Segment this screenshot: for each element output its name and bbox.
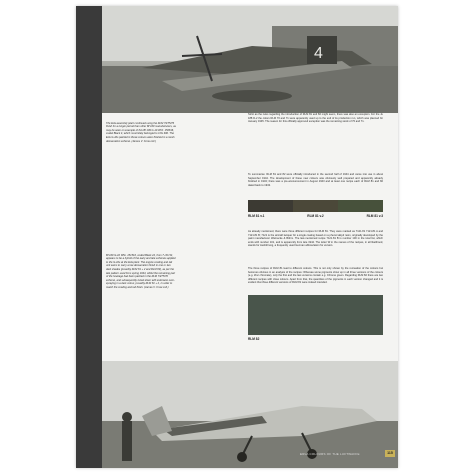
swatch-rlm81-v1 (248, 200, 293, 212)
bf109-on-airfield-image (102, 6, 398, 113)
rlm81-swatch-labels (248, 214, 383, 218)
swatch-rlm82 (248, 295, 383, 335)
bottom-photo-caption: Bf 109 G-10 WNr. 151516, coded Black 22, from 7./JG 52, appears to be a hybrid of the early and late schemes applied to the G-10s at the Erla plant. The engine cowling and tail unit seem to carry a low demarcation finish in one or two dark shades (possibly RLM 81 + 2 and RLM 83), as per the late pattern used from spring 1944, whilst the remaining part of the fuselage had been painted in the RLM 74/75/76 scheme, and subsequently toned down with extensive over-spraying in a dark colour, possibly RLM 81 + 2, in order to match the cowling and tail finish. (James V. Crow coll.) (106, 253, 176, 289)
page-number: 115 (385, 450, 395, 457)
svg-text:4: 4 (314, 45, 323, 62)
body-paragraph-4: The three recipes of RLM 81 lead to different colours. This is not only shown by the recreation of the colours but becomes obvious in an analysis of the recipes: Whereas some pigments show up in all three versions of the colours (e.g. Zinc chromate), only the first and the last versions contain e.g. Chrome green. Regarding RLM 82 there are two different recipes with close colours. Apart from that, the quantities of the pigments in each version changed and it is evident that three different versions of RLM 81 were indeed intended. (248, 267, 383, 285)
left-margin-band (76, 6, 102, 468)
rlm81-swatch-row (248, 200, 383, 212)
swatch-label-v1: RLM 81 v.1 (248, 214, 265, 218)
top-aircraft-photo (102, 6, 398, 113)
swatch-label-rlm82: RLM 82 (248, 337, 260, 341)
body-paragraph-2: To summarise: RLM 81 and 82 were officially introduced in the second half of 1944 and came into use in about September 1944. The development of these new colours was obviously well prepared and apparently already finished in 1943; there was a pre-announcement in August 1943 and at least one recipe each of RLM 81 and 82 dated back to 1943. (248, 173, 383, 187)
swatch-rlm81-v2 (293, 200, 338, 212)
swatch-rlm81-v3 (338, 200, 383, 212)
body-paragraph-3: As already mentioned, there were three different recipes for RLM 81. They were marked as 7121.81 7121.81 A and 7121.81 B; 7121 is the aircraft lacquer for a single coating based on a phenol alkyd resin, originally developed by the paint manufacturer Warnecke & Böhm. The last-mentioned recipe 7121.81 B is number 100 in the total list, which ends with number 101, and is apparently from late 1944. The letter W in the names of the recipes, in all likelihood, stands for Ausführung, a frequently used German abbreviation for version. (248, 230, 383, 248)
swatch-label-v2: RLM 81 v.2 (307, 214, 324, 218)
swatch-label-v3: RLM 81 v.3 (366, 214, 383, 218)
running-footer-title: ERLA COLOURS OF THE LUFTWAFFE (300, 452, 360, 456)
top-photo-caption: The Erla assembly plant continued using the RLM 74/75/76 finish for a longer period than other Bf 109 manufacturers, as may be seen on example of this Bf 109 G-10 WNr. 150816, coded Black 4, which most likely belonged to I/JG 300. The Erla G-10s painted in these colours were finished in a mesh demarcation scheme. (James V. Crow coll.) (106, 121, 176, 143)
body-paragraph-1: Strict as the rules regarding the introduction of RLM 81 and 82 might seem, there was also an exception. For the Ju 188 D-2 the colors RLM 70 and 71 were apparently used up to the end of its production run, which was planned for January 1945. The reason for this officially approved exception was the remaining stock of 70 and 71. (248, 113, 383, 124)
